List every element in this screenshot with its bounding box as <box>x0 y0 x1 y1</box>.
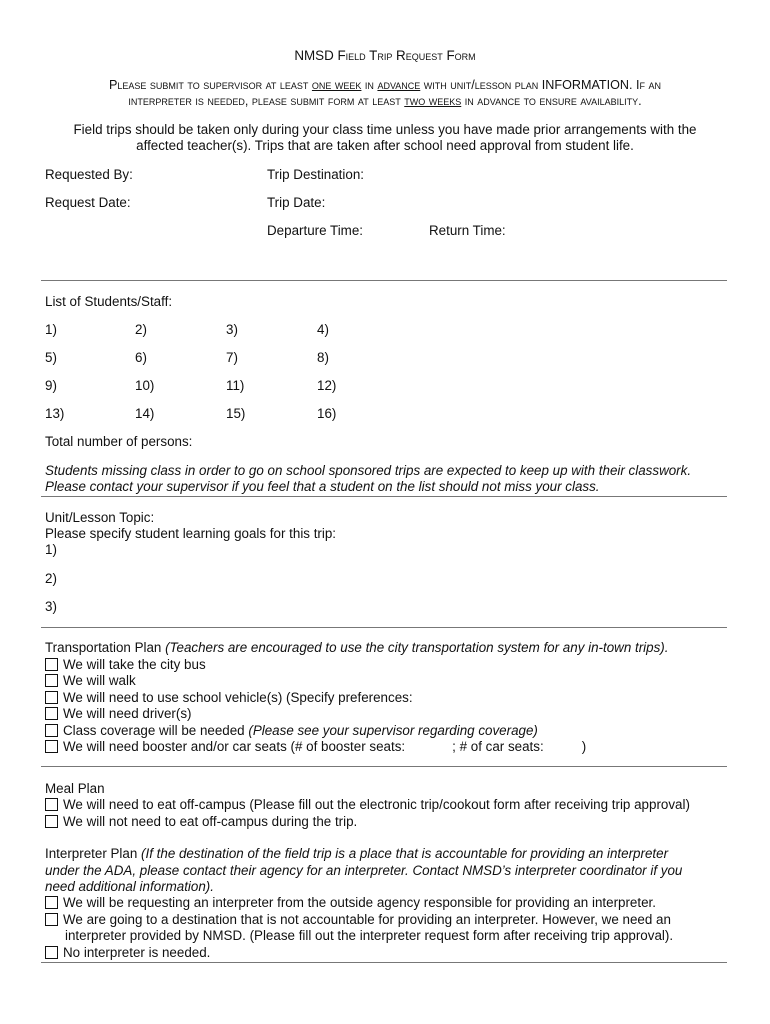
checkbox[interactable] <box>45 815 58 828</box>
goal-item: 2) <box>45 571 57 586</box>
student-slot: 12) <box>317 378 337 393</box>
transport-option-walk: We will walk <box>45 673 136 690</box>
trip-destination-label: Trip Destination: <box>267 167 364 182</box>
checkbox[interactable] <box>45 913 58 926</box>
interpreter-option-nmsd-line-2: interpreter provided by NMSD. (Please fill out the interpreter request form after receiving trip approval). <box>65 928 674 943</box>
transport-option-car-seats: We will need booster and/or car seats (# of booster seats: ; # of car seats: ) <box>45 739 586 756</box>
notice-line-2: interpreter is needed, please submit form at least two weeks in advance to ensure availability. <box>128 94 642 108</box>
transport-option-class-coverage: Class coverage will be needed (Please see your supervisor regarding coverage) <box>45 723 538 740</box>
student-slot: 3) <box>226 322 238 337</box>
interpreter-note-line-2: under the ADA, please contact their agency for an interpreter. Contact NMSD’s interpreter coordinator if you <box>45 863 683 878</box>
student-slot: 5) <box>45 350 57 365</box>
policy-line-2: affected teacher(s). Trips that are taken after school need approval from student life. <box>136 138 634 153</box>
student-slot: 4) <box>317 322 329 337</box>
divider <box>41 627 727 628</box>
transport-option-city-bus: We will take the city bus <box>45 657 206 674</box>
return-time-label: Return Time: <box>429 223 506 238</box>
divider <box>41 280 727 281</box>
meal-option-off-campus: We will need to eat off-campus (Please fill out the electronic trip/cookout form after receiving trip approval) <box>45 797 690 814</box>
transportation-heading: Transportation Plan (Teachers are encouraged to use the city transportation system for any in-town trips). <box>45 640 669 655</box>
transport-option-drivers: We will need driver(s) <box>45 706 192 723</box>
checkbox[interactable] <box>45 896 58 909</box>
student-slot: 15) <box>226 406 246 421</box>
student-slot: 14) <box>135 406 155 421</box>
student-slot: 10) <box>135 378 155 393</box>
interpreter-option-nmsd: We are going to a destination that is not accountable for providing an interpreter. However, we need an <box>45 912 671 929</box>
student-slot: 6) <box>135 350 147 365</box>
requested-by-label: Requested By: <box>45 167 133 182</box>
checkbox[interactable] <box>45 707 58 720</box>
student-slot: 11) <box>226 378 245 393</box>
goal-item: 3) <box>45 599 57 614</box>
students-note-line-1: Students missing class in order to go on school sponsored trips are expected to keep up with their classwork. <box>45 463 692 478</box>
checkbox[interactable] <box>45 674 58 687</box>
students-note-line-2: Please contact your supervisor if you feel that a student on the list should not miss your class. <box>45 479 600 494</box>
student-slot: 9) <box>45 378 57 393</box>
checkbox[interactable] <box>45 946 58 959</box>
notice-line-1: Please submit to supervisor at least one week in advance with unit/lesson plan INFORMATION. If an <box>108 78 662 92</box>
page-title: NMSD Field Trip Request Form <box>294 48 476 63</box>
divider <box>41 962 727 963</box>
departure-time-label: Departure Time: <box>267 223 364 238</box>
policy-line-1: Field trips should be taken only during your class time unless you have made prior arrangements with the <box>73 122 697 137</box>
interpreter-heading: Interpreter Plan (If the destination of the field trip is a place that is accountable for providing an interpreter <box>45 846 669 861</box>
divider <box>41 766 727 767</box>
total-persons-label: Total number of persons: <box>45 434 193 449</box>
checkbox[interactable] <box>45 691 58 704</box>
checkbox[interactable] <box>45 658 58 671</box>
meal-heading: Meal Plan <box>45 781 105 796</box>
learning-goals-label: Please specify student learning goals for this trip: <box>45 526 337 541</box>
checkbox[interactable] <box>45 740 58 753</box>
transport-option-school-vehicle: We will need to use school vehicle(s) (Specify preferences: <box>45 690 413 707</box>
divider <box>41 496 727 497</box>
lesson-topic-label: Unit/Lesson Topic: <box>45 510 155 525</box>
student-slot: 13) <box>45 406 65 421</box>
checkbox[interactable] <box>45 798 58 811</box>
request-date-label: Request Date: <box>45 195 131 210</box>
student-slot: 2) <box>135 322 147 337</box>
checkbox[interactable] <box>45 724 58 737</box>
goal-item: 1) <box>45 542 57 557</box>
student-slot: 16) <box>317 406 337 421</box>
trip-date-label: Trip Date: <box>267 195 326 210</box>
student-slot: 1) <box>45 322 57 337</box>
interpreter-note-line-3: need additional information). <box>45 879 214 894</box>
meal-option-no-off-campus: We will not need to eat off-campus during the trip. <box>45 814 357 831</box>
students-heading: List of Students/Staff: <box>45 294 173 309</box>
interpreter-option-none: No interpreter is needed. <box>45 945 210 962</box>
student-slot: 8) <box>317 350 329 365</box>
interpreter-option-outside-agency: We will be requesting an interpreter from the outside agency responsible for providing an interpreter. <box>45 895 656 912</box>
student-slot: 7) <box>226 350 238 365</box>
